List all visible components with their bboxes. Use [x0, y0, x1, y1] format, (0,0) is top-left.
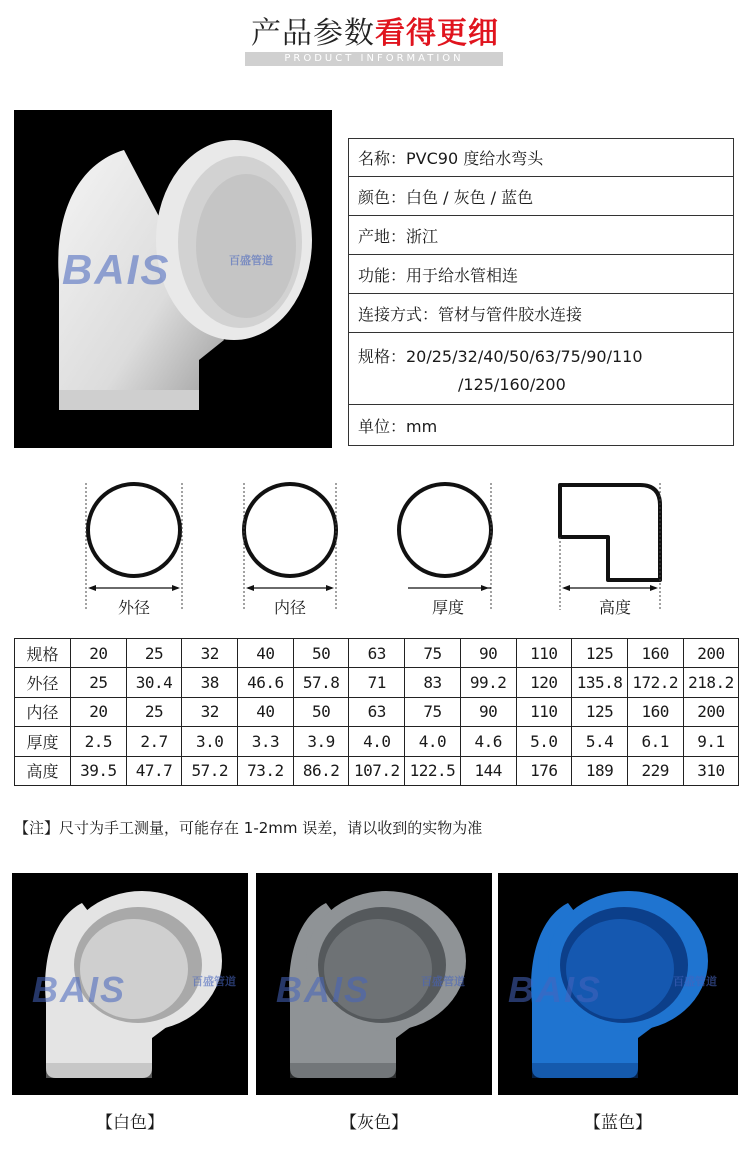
blue-variant-photo — [498, 873, 738, 1095]
main-product-photo — [14, 110, 332, 448]
watermark-logo: BAIS — [62, 246, 171, 293]
label-height: 高度 — [598, 598, 631, 617]
table-cell: 125 — [572, 639, 628, 668]
table-cell: 99.2 — [460, 668, 516, 697]
table-cell: 120 — [516, 668, 572, 697]
watermark-logo: BAIS — [508, 969, 603, 1010]
spec-unit: 单位：mm — [358, 416, 438, 436]
caption-white: 【白色】 — [96, 1113, 164, 1133]
spec-connection: 连接方式：管材与管件胶水连接 — [349, 294, 733, 333]
table-cell: 9.1 — [683, 727, 739, 756]
table-cell: 189 — [572, 756, 628, 785]
table-cell: 46.6 — [238, 668, 294, 697]
table-row — [15, 639, 739, 668]
inner-diameter-diagram — [244, 483, 336, 610]
table-cell: 160 — [627, 697, 683, 726]
label-inner-diameter: 内径 — [273, 598, 306, 617]
section-subtitle: PRODUCT INFORMATION — [245, 52, 503, 66]
table-cell: 125 — [572, 697, 628, 726]
table-cell: 86.2 — [293, 756, 349, 785]
spec-sizes-line2: /125/160/200 — [458, 374, 566, 394]
table-cell: 50 — [293, 639, 349, 668]
table-cell: 2.5 — [71, 727, 127, 756]
row-header: 外径 — [15, 668, 71, 697]
table-cell: 90 — [460, 639, 516, 668]
dimension-diagrams — [0, 475, 750, 615]
table-cell: 30.4 — [126, 668, 182, 697]
height-diagram — [560, 483, 660, 610]
table-row — [15, 727, 739, 756]
watermark-cn: 百盛管道 — [192, 975, 236, 988]
table-cell: 218.2 — [683, 668, 739, 697]
table-cell: 63 — [349, 697, 405, 726]
table-cell: 73.2 — [238, 756, 294, 785]
table-cell: 3.9 — [293, 727, 349, 756]
row-header: 高度 — [15, 756, 71, 785]
watermark-logo: BAIS — [276, 969, 371, 1010]
table-cell: 3.3 — [238, 727, 294, 756]
table-row — [15, 668, 739, 697]
table-cell: 83 — [405, 668, 461, 697]
table-cell: 172.2 — [627, 668, 683, 697]
row-header: 厚度 — [15, 727, 71, 756]
spec-sizes — [349, 333, 733, 405]
section-header — [0, 14, 750, 54]
table-cell: 5.0 — [516, 727, 572, 756]
table-cell: 32 — [182, 697, 238, 726]
table-row — [15, 756, 739, 785]
table-cell: 229 — [627, 756, 683, 785]
table-cell: 5.4 — [572, 727, 628, 756]
table-cell: 6.1 — [627, 727, 683, 756]
watermark-cn: 百盛管道 — [421, 975, 465, 988]
table-cell: 32 — [182, 639, 238, 668]
row-header: 规格 — [15, 639, 71, 668]
white-variant-photo — [12, 873, 248, 1095]
table-cell: 4.0 — [405, 727, 461, 756]
table-cell: 107.2 — [349, 756, 405, 785]
spec-function: 功能：用于给水管相连 — [349, 255, 733, 294]
table-cell: 3.0 — [182, 727, 238, 756]
row-header: 内径 — [15, 697, 71, 726]
table-cell: 20 — [71, 639, 127, 668]
label-thickness: 厚度 — [431, 598, 464, 617]
title-highlight: 看得更细 — [375, 16, 499, 51]
table-cell: 38 — [182, 668, 238, 697]
table-cell: 57.8 — [293, 668, 349, 697]
spec-name: 名称：PVC90 度给水弯头 — [349, 139, 733, 177]
spec-sizes-line1: 规格：20/25/32/40/50/63/75/90/110 — [358, 346, 643, 366]
label-outer-diameter: 外径 — [117, 598, 150, 617]
table-cell: 20 — [71, 697, 127, 726]
table-cell: 110 — [516, 639, 572, 668]
table-cell: 4.6 — [460, 727, 516, 756]
table-cell: 4.0 — [349, 727, 405, 756]
table-row — [15, 697, 739, 726]
table-cell: 39.5 — [71, 756, 127, 785]
table-cell: 160 — [627, 639, 683, 668]
table-cell: 71 — [349, 668, 405, 697]
table-cell: 50 — [293, 697, 349, 726]
measurement-note: 【注】尺寸为手工测量，可能存在 1-2mm 误差，请以收到的实物为准 — [14, 819, 483, 837]
table-cell: 200 — [683, 639, 739, 668]
table-cell: 2.7 — [126, 727, 182, 756]
table-cell: 135.8 — [572, 668, 628, 697]
table-cell: 75 — [405, 639, 461, 668]
caption-blue: 【蓝色】 — [584, 1113, 652, 1133]
table-cell: 40 — [238, 697, 294, 726]
outer-diameter-diagram — [86, 483, 182, 610]
table-cell: 176 — [516, 756, 572, 785]
table-cell: 200 — [683, 697, 739, 726]
title-plain: 产品参数 — [251, 16, 375, 51]
caption-gray: 【灰色】 — [340, 1113, 408, 1133]
table-cell: 144 — [460, 756, 516, 785]
section-title — [0, 14, 750, 54]
table-cell: 47.7 — [126, 756, 182, 785]
spec-table — [348, 138, 734, 446]
table-cell: 57.2 — [182, 756, 238, 785]
spec-origin: 产地：浙江 — [349, 216, 733, 255]
table-cell: 25 — [126, 697, 182, 726]
gray-variant-photo — [256, 873, 492, 1095]
table-cell: 40 — [238, 639, 294, 668]
watermark-cn: 百盛管道 — [673, 975, 717, 988]
spec-color: 颜色：白色 / 灰色 / 蓝色 — [349, 177, 733, 216]
table-cell: 63 — [349, 639, 405, 668]
table-cell: 25 — [126, 639, 182, 668]
thickness-diagram — [399, 483, 491, 610]
table-cell: 90 — [460, 697, 516, 726]
watermark-cn: 百盛管道 — [229, 254, 273, 267]
table-cell: 122.5 — [405, 756, 461, 785]
table-cell: 310 — [683, 756, 739, 785]
watermark-logo: BAIS — [32, 969, 127, 1010]
table-cell: 110 — [516, 697, 572, 726]
size-table — [14, 638, 739, 786]
table-cell: 75 — [405, 697, 461, 726]
table-cell: 25 — [71, 668, 127, 697]
